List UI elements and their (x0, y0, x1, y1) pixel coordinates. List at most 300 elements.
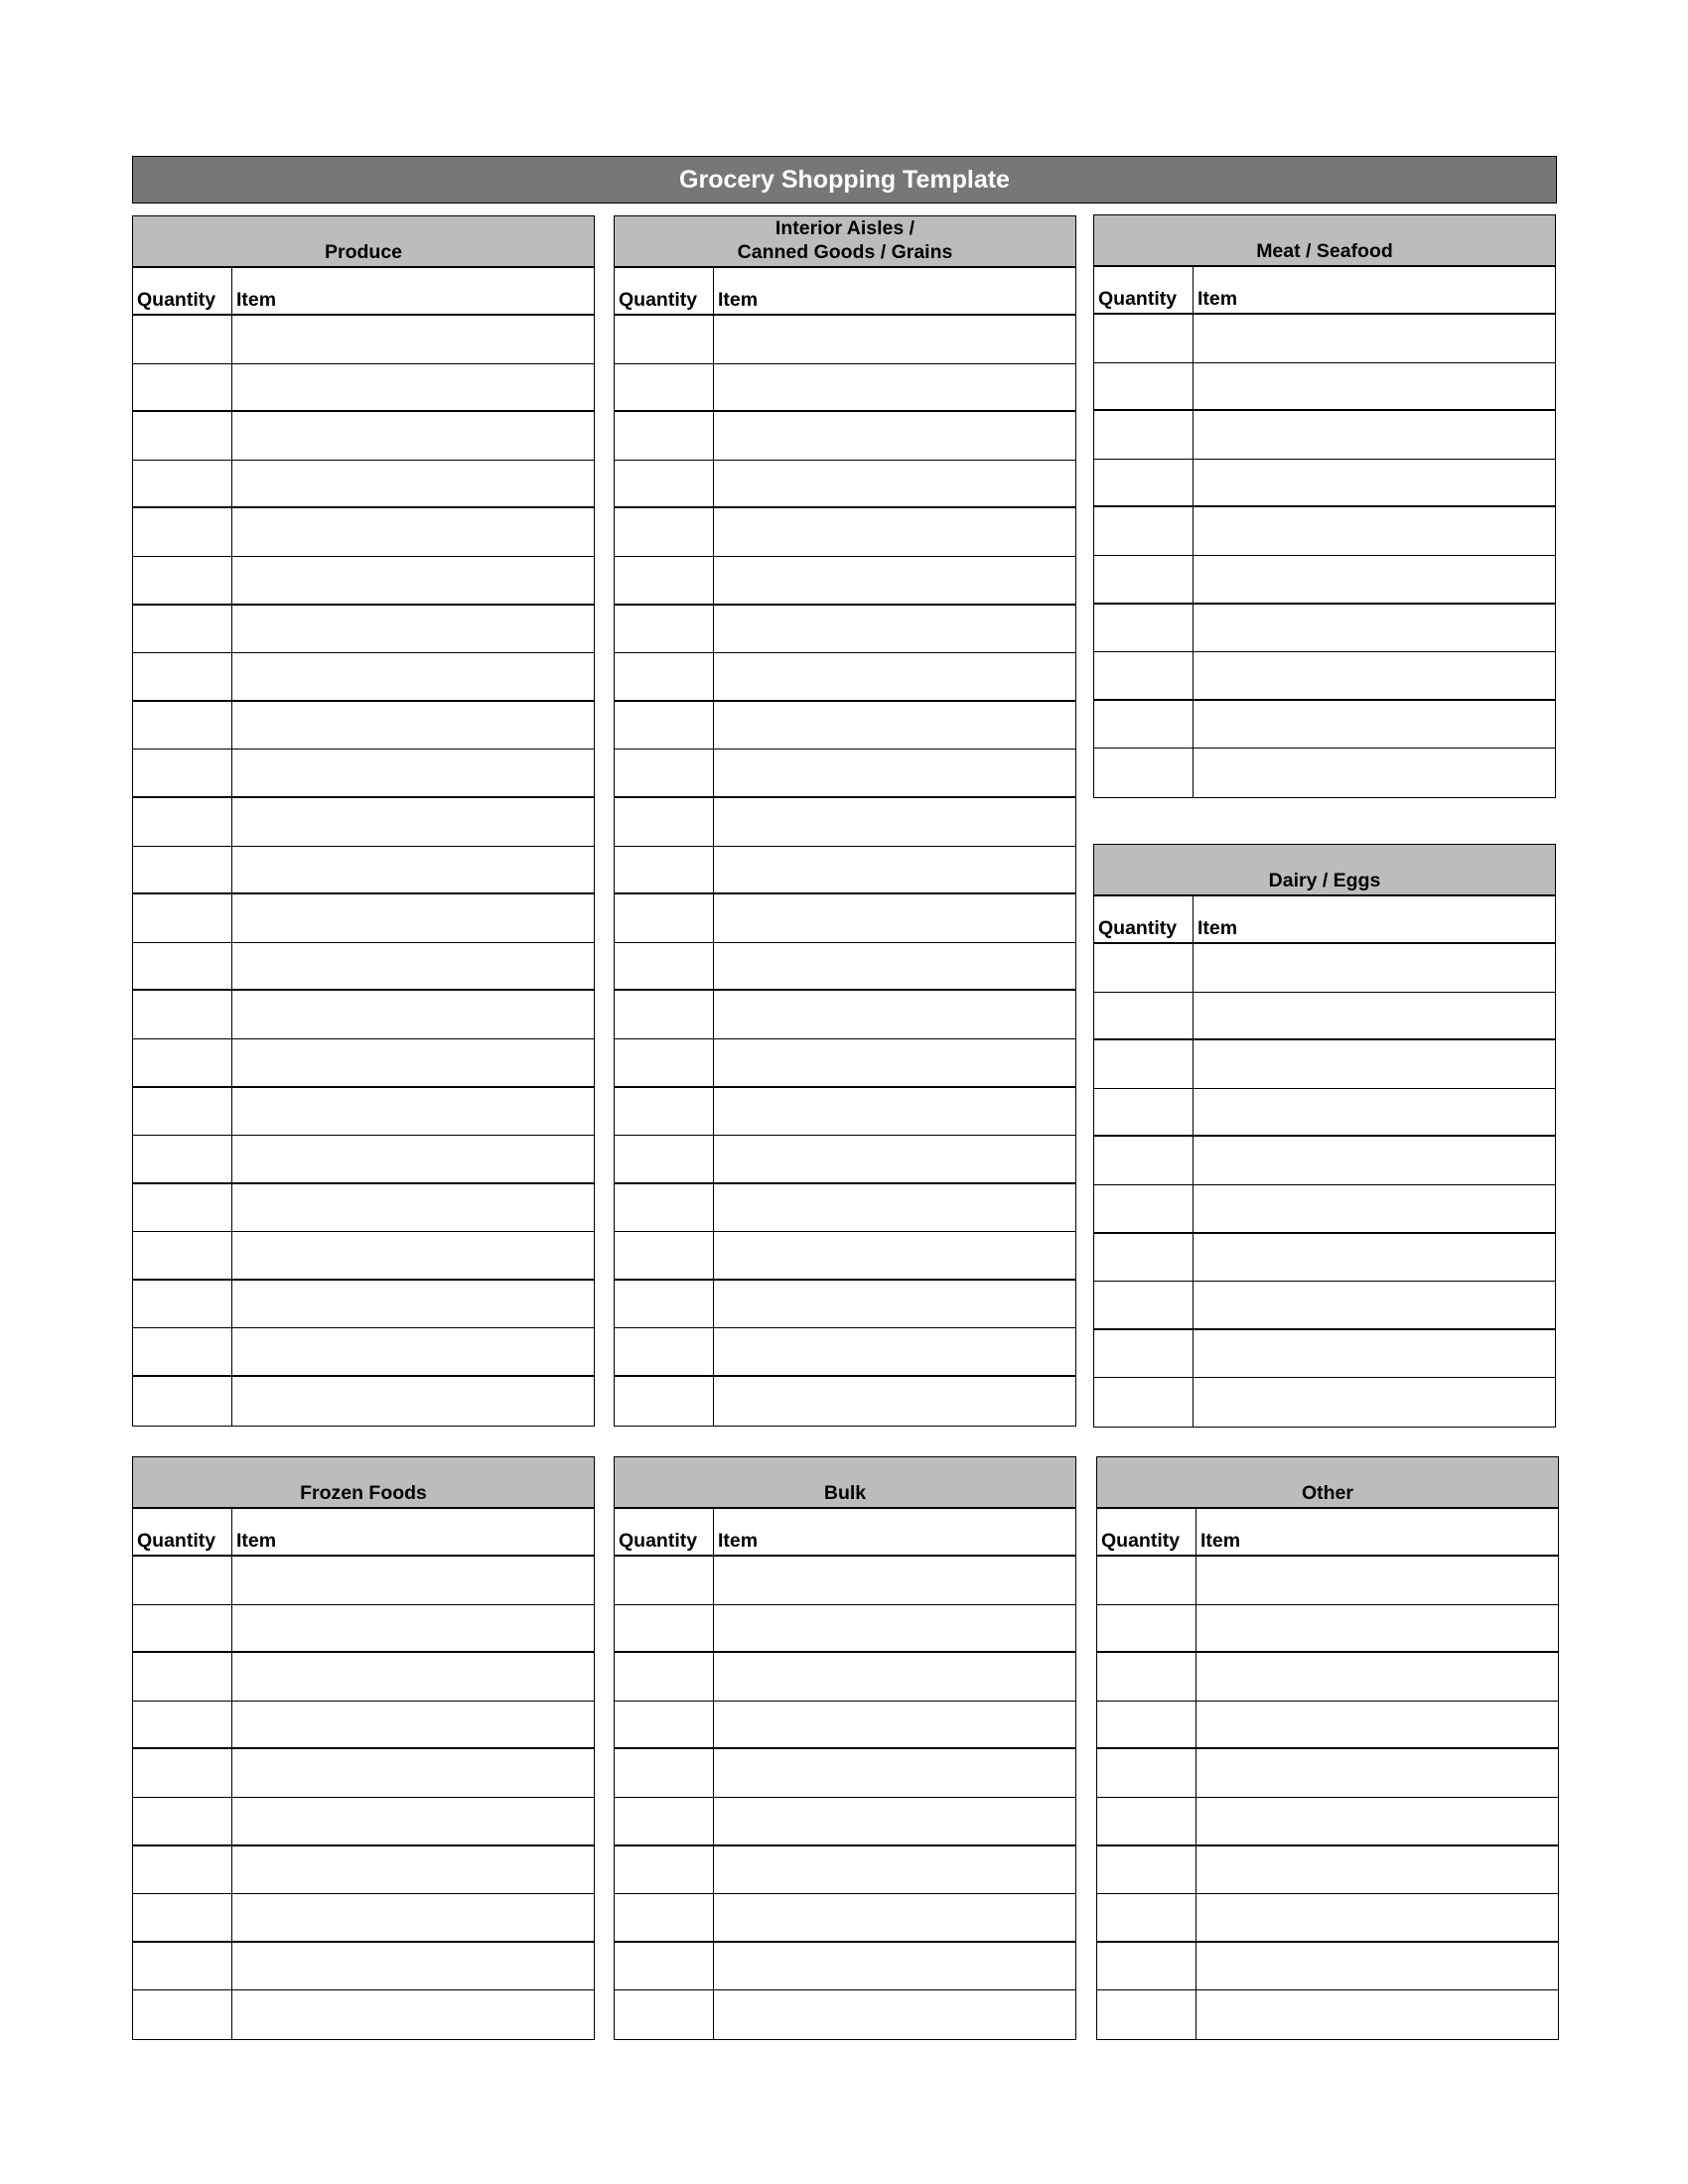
item-cell[interactable] (714, 1798, 1075, 1844)
item-cell[interactable] (1196, 1846, 1558, 1894)
table-row (1094, 363, 1555, 412)
section-title: Frozen Foods (133, 1457, 594, 1509)
item-header: Item (718, 1530, 759, 1552)
item-cell[interactable] (714, 702, 1075, 750)
quantity-cell[interactable] (615, 557, 714, 604)
item-cell[interactable] (232, 1232, 594, 1279)
item-cell[interactable] (1196, 1557, 1558, 1604)
section-interior-aisles (614, 215, 1076, 1427)
quantity-cell[interactable] (133, 798, 232, 846)
item-cell[interactable] (232, 1605, 594, 1652)
table-row (133, 1943, 594, 1991)
item-cell[interactable] (232, 1943, 594, 1990)
table-row (1094, 749, 1555, 797)
quantity-cell[interactable] (615, 1136, 714, 1182)
table-row (133, 1605, 594, 1654)
table-row (1094, 507, 1555, 556)
quantity-cell[interactable] (133, 1377, 232, 1426)
quantity-cell[interactable] (133, 750, 232, 796)
column-headers (615, 268, 1075, 316)
table-row (133, 847, 594, 895)
item-cell[interactable] (232, 1281, 594, 1328)
quantity-cell[interactable] (615, 1039, 714, 1086)
table-row (133, 1281, 594, 1329)
item-cell[interactable] (714, 1328, 1075, 1375)
item-cell[interactable] (714, 364, 1075, 411)
item-cell[interactable] (714, 1749, 1075, 1797)
quantity-cell[interactable] (615, 1749, 714, 1797)
table-row (1094, 411, 1555, 460)
table-row (615, 316, 1075, 364)
item-cell[interactable] (714, 606, 1075, 653)
item-cell[interactable] (1194, 1282, 1555, 1328)
table-row (1094, 1137, 1555, 1185)
table-row (1097, 1605, 1558, 1654)
table-row (615, 1184, 1075, 1233)
table-row (1094, 1089, 1555, 1138)
item-cell[interactable] (232, 1039, 594, 1086)
item-cell[interactable] (232, 1377, 594, 1426)
quantity-cell[interactable] (133, 1184, 232, 1232)
item-cell[interactable] (232, 1846, 594, 1894)
item-header: Item (718, 289, 759, 311)
table-row (615, 991, 1075, 1039)
quantity-cell[interactable] (615, 461, 714, 507)
quantity-cell[interactable] (133, 606, 232, 653)
quantity-cell[interactable] (133, 1943, 232, 1990)
table-row (1094, 993, 1555, 1041)
quantity-cell[interactable] (615, 316, 714, 363)
item-header: Item (236, 289, 277, 311)
table-row (133, 364, 594, 413)
quantity-cell[interactable] (133, 847, 232, 893)
table-row (615, 557, 1075, 606)
quantity-cell[interactable] (615, 847, 714, 893)
section-title: Dairy / Eggs (1094, 845, 1555, 896)
quantity-cell[interactable] (615, 1605, 714, 1652)
section-other (1096, 1456, 1559, 2040)
section-meat-seafood (1093, 214, 1556, 798)
table-row (615, 508, 1075, 557)
table-row (133, 508, 594, 557)
item-cell[interactable] (232, 653, 594, 700)
item-cell[interactable] (1194, 507, 1555, 555)
item-cell[interactable] (232, 702, 594, 750)
item-header: Item (1197, 917, 1238, 939)
quantity-cell[interactable] (133, 508, 232, 556)
table-row (133, 894, 594, 943)
item-cell[interactable] (714, 1894, 1075, 1941)
table-row (615, 364, 1075, 413)
column-headers (1094, 896, 1555, 944)
item-cell[interactable] (714, 1039, 1075, 1086)
table-row (615, 461, 1075, 509)
quantity-header: Quantity (1094, 896, 1194, 942)
quantity-cell[interactable] (133, 1990, 232, 2039)
item-cell[interactable] (714, 1653, 1075, 1701)
table-row (1097, 1894, 1558, 1943)
item-cell[interactable] (714, 750, 1075, 796)
quantity-cell[interactable] (133, 894, 232, 942)
quantity-header: Quantity (615, 1509, 714, 1555)
table-row (615, 1136, 1075, 1184)
table-row (133, 1990, 594, 2039)
item-cell[interactable] (714, 653, 1075, 700)
table-row (615, 1328, 1075, 1377)
column-headers (133, 1509, 594, 1557)
table-row (133, 412, 594, 461)
quantity-cell[interactable] (133, 461, 232, 507)
item-cell[interactable] (1196, 1990, 1558, 2039)
quantity-cell[interactable] (615, 1088, 714, 1136)
item-cell[interactable] (1196, 1894, 1558, 1941)
quantity-cell[interactable] (1094, 993, 1194, 1039)
quantity-cell[interactable] (1097, 1943, 1196, 1990)
table-row (133, 1749, 594, 1798)
item-cell[interactable] (714, 894, 1075, 942)
quantity-header: Quantity (1097, 1509, 1196, 1555)
quantity-cell[interactable] (1094, 1378, 1194, 1427)
quantity-cell[interactable] (615, 1184, 714, 1232)
item-cell[interactable] (714, 1281, 1075, 1328)
quantity-cell[interactable] (615, 1943, 714, 1990)
quantity-cell[interactable] (1097, 1702, 1196, 1748)
item-cell[interactable] (232, 1557, 594, 1604)
table-row (133, 316, 594, 364)
rows (133, 1557, 594, 2039)
table-row (615, 1557, 1075, 1605)
table-row (133, 653, 594, 702)
quantity-cell[interactable] (1094, 507, 1194, 555)
item-cell[interactable] (1194, 1137, 1555, 1184)
quantity-cell[interactable] (1094, 1137, 1194, 1184)
quantity-cell[interactable] (615, 606, 714, 653)
quantity-cell[interactable] (133, 702, 232, 750)
quantity-cell[interactable] (1094, 1089, 1194, 1136)
table-row (1097, 1990, 1558, 2039)
rows (1094, 944, 1555, 1427)
item-cell[interactable] (1194, 315, 1555, 362)
table-row (133, 1377, 594, 1426)
quantity-cell[interactable] (133, 1605, 232, 1652)
quantity-cell[interactable] (615, 1798, 714, 1844)
item-cell[interactable] (714, 1136, 1075, 1182)
item-cell[interactable] (1196, 1653, 1558, 1701)
quantity-cell[interactable] (133, 1232, 232, 1279)
item-cell[interactable] (714, 1232, 1075, 1279)
quantity-cell[interactable] (133, 1894, 232, 1941)
quantity-cell[interactable] (615, 702, 714, 750)
item-cell[interactable] (714, 798, 1075, 846)
rows (615, 316, 1075, 1426)
item-cell[interactable] (1194, 1040, 1555, 1088)
item-cell[interactable] (1194, 1378, 1555, 1427)
table-row (133, 702, 594, 751)
item-cell[interactable] (232, 991, 594, 1038)
quantity-cell[interactable] (615, 750, 714, 796)
quantity-cell[interactable] (1094, 605, 1194, 652)
rows (1097, 1557, 1558, 2039)
quantity-cell[interactable] (1094, 460, 1194, 506)
quantity-cell[interactable] (133, 1088, 232, 1136)
item-cell[interactable] (232, 1990, 594, 2039)
quantity-cell[interactable] (615, 364, 714, 411)
quantity-cell[interactable] (133, 653, 232, 700)
quantity-cell[interactable] (1097, 1990, 1196, 2039)
item-cell[interactable] (232, 1184, 594, 1232)
quantity-cell[interactable] (615, 508, 714, 556)
column-headers (615, 1509, 1075, 1557)
item-cell[interactable] (232, 1702, 594, 1748)
table-row (133, 1328, 594, 1377)
item-cell[interactable] (1194, 1330, 1555, 1378)
quantity-cell[interactable] (133, 557, 232, 604)
table-row (615, 606, 1075, 654)
quantity-cell[interactable] (133, 364, 232, 411)
page-title: Grocery Shopping Template (132, 156, 1557, 204)
item-cell[interactable] (714, 847, 1075, 893)
item-cell[interactable] (232, 847, 594, 893)
item-cell[interactable] (714, 1557, 1075, 1604)
table-row (133, 461, 594, 509)
table-row (1094, 315, 1555, 363)
table-row (1094, 556, 1555, 605)
item-cell[interactable] (232, 943, 594, 990)
item-cell[interactable] (232, 1894, 594, 1941)
item-cell[interactable] (1194, 1089, 1555, 1136)
quantity-cell[interactable] (1094, 1040, 1194, 1088)
quantity-cell[interactable] (615, 412, 714, 460)
item-cell[interactable] (1194, 701, 1555, 749)
item-cell[interactable] (232, 1088, 594, 1136)
table-row (133, 991, 594, 1039)
item-cell[interactable] (232, 798, 594, 846)
quantity-cell[interactable] (1097, 1846, 1196, 1894)
item-cell[interactable] (1194, 652, 1555, 699)
quantity-cell[interactable] (1097, 1605, 1196, 1652)
item-cell[interactable] (714, 1605, 1075, 1652)
quantity-cell[interactable] (615, 1557, 714, 1604)
quantity-cell[interactable] (1094, 652, 1194, 699)
item-cell[interactable] (1194, 944, 1555, 992)
section-title: Interior Aisles / Canned Goods / Grains (615, 216, 1075, 268)
table-row (615, 1377, 1075, 1426)
table-row (1097, 1846, 1558, 1895)
item-cell[interactable] (714, 1990, 1075, 2039)
item-cell[interactable] (232, 1749, 594, 1797)
item-cell[interactable] (1194, 411, 1555, 459)
item-cell[interactable] (714, 1846, 1075, 1894)
quantity-cell[interactable] (615, 798, 714, 846)
item-cell[interactable] (1194, 1234, 1555, 1282)
item-cell[interactable] (232, 1136, 594, 1182)
quantity-cell[interactable] (615, 1846, 714, 1894)
quantity-cell[interactable] (1097, 1894, 1196, 1941)
item-header: Item (1200, 1530, 1241, 1552)
table-row (615, 943, 1075, 992)
quantity-cell[interactable] (615, 991, 714, 1038)
quantity-cell[interactable] (133, 412, 232, 460)
quantity-cell[interactable] (615, 1702, 714, 1748)
section-dairy-eggs (1093, 844, 1556, 1428)
section-title: Meat / Seafood (1094, 215, 1555, 267)
item-cell[interactable] (1194, 460, 1555, 506)
table-row (133, 1894, 594, 1943)
item-cell[interactable] (1196, 1605, 1558, 1652)
item-cell[interactable] (1196, 1798, 1558, 1844)
item-cell[interactable] (1194, 605, 1555, 652)
table-row (615, 1798, 1075, 1846)
table-row (615, 1039, 1075, 1088)
table-row (133, 1846, 594, 1895)
item-cell[interactable] (232, 1798, 594, 1844)
quantity-cell[interactable] (615, 1894, 714, 1941)
quantity-cell[interactable] (1094, 749, 1194, 797)
quantity-cell[interactable] (1094, 556, 1194, 603)
table-row (615, 1846, 1075, 1895)
item-cell[interactable] (714, 1943, 1075, 1990)
item-cell[interactable] (1194, 1185, 1555, 1232)
table-row (615, 1894, 1075, 1943)
table-row (133, 798, 594, 847)
quantity-cell[interactable] (1094, 363, 1194, 410)
item-cell[interactable] (714, 1377, 1075, 1426)
table-row (615, 894, 1075, 943)
quantity-cell[interactable] (133, 991, 232, 1038)
quantity-cell[interactable] (133, 1328, 232, 1375)
rows (1094, 315, 1555, 797)
table-row (615, 1281, 1075, 1329)
table-row (133, 1088, 594, 1137)
item-cell[interactable] (232, 1328, 594, 1375)
item-cell[interactable] (714, 316, 1075, 363)
table-row (1094, 1185, 1555, 1234)
quantity-cell[interactable] (615, 653, 714, 700)
item-cell[interactable] (232, 606, 594, 653)
quantity-cell[interactable] (1097, 1798, 1196, 1844)
quantity-cell[interactable] (615, 1653, 714, 1701)
item-cell[interactable] (1194, 363, 1555, 410)
rows (133, 316, 594, 1426)
table-row (133, 1184, 594, 1233)
quantity-cell[interactable] (1094, 1330, 1194, 1378)
quantity-cell[interactable] (1094, 315, 1194, 362)
item-cell[interactable] (714, 508, 1075, 556)
item-cell[interactable] (714, 461, 1075, 507)
section-frozen-foods (132, 1456, 595, 2040)
table-row (1094, 460, 1555, 508)
rows (615, 1557, 1075, 2039)
quantity-cell[interactable] (133, 316, 232, 363)
table-row (133, 1702, 594, 1750)
quantity-cell[interactable] (1094, 411, 1194, 459)
item-cell[interactable] (232, 894, 594, 942)
quantity-header: Quantity (615, 268, 714, 314)
table-row (615, 1653, 1075, 1702)
quantity-cell[interactable] (133, 1702, 232, 1748)
quantity-cell[interactable] (615, 1281, 714, 1328)
item-cell[interactable] (1194, 556, 1555, 603)
item-cell[interactable] (232, 461, 594, 507)
item-cell[interactable] (1196, 1943, 1558, 1990)
item-cell[interactable] (232, 508, 594, 556)
quantity-cell[interactable] (133, 1749, 232, 1797)
item-cell[interactable] (1194, 993, 1555, 1039)
quantity-cell[interactable] (1097, 1557, 1196, 1604)
table-row (133, 606, 594, 654)
quantity-cell[interactable] (615, 1377, 714, 1426)
table-row (1097, 1798, 1558, 1846)
item-cell[interactable] (714, 1184, 1075, 1232)
quantity-cell[interactable] (133, 1136, 232, 1182)
table-row (1094, 1330, 1555, 1379)
table-row (1094, 652, 1555, 701)
item-cell[interactable] (1196, 1702, 1558, 1748)
quantity-cell[interactable] (1094, 1282, 1194, 1328)
quantity-cell[interactable] (1094, 1234, 1194, 1282)
item-cell[interactable] (714, 991, 1075, 1038)
quantity-cell[interactable] (133, 1281, 232, 1328)
column-headers (133, 268, 594, 316)
item-cell[interactable] (232, 316, 594, 363)
quantity-cell[interactable] (1094, 1185, 1194, 1232)
quantity-cell[interactable] (1097, 1653, 1196, 1701)
item-cell[interactable] (714, 557, 1075, 604)
quantity-cell[interactable] (615, 894, 714, 942)
quantity-cell[interactable] (615, 1990, 714, 2039)
quantity-header: Quantity (133, 268, 232, 314)
quantity-cell[interactable] (133, 943, 232, 990)
item-cell[interactable] (714, 1702, 1075, 1748)
section-title: Bulk (615, 1457, 1075, 1509)
table-row (1097, 1749, 1558, 1798)
quantity-cell[interactable] (615, 943, 714, 990)
item-cell[interactable] (232, 750, 594, 796)
table-row (615, 1749, 1075, 1798)
item-cell[interactable] (714, 412, 1075, 460)
quantity-cell[interactable] (615, 1232, 714, 1279)
quantity-cell[interactable] (133, 1846, 232, 1894)
table-row (1097, 1943, 1558, 1991)
quantity-cell[interactable] (1094, 701, 1194, 749)
table-row (133, 1232, 594, 1281)
quantity-cell[interactable] (133, 1557, 232, 1604)
table-row (1097, 1653, 1558, 1702)
column-headers (1097, 1509, 1558, 1557)
quantity-cell[interactable] (133, 1798, 232, 1844)
quantity-cell[interactable] (133, 1039, 232, 1086)
item-cell[interactable] (1194, 749, 1555, 797)
quantity-cell[interactable] (133, 1653, 232, 1701)
table-row (615, 798, 1075, 847)
table-row (1094, 1378, 1555, 1427)
table-row (1094, 701, 1555, 750)
section-title: Other (1097, 1457, 1558, 1509)
item-cell[interactable] (1196, 1749, 1558, 1797)
item-cell[interactable] (232, 1653, 594, 1701)
item-cell[interactable] (232, 364, 594, 411)
table-row (1094, 1282, 1555, 1330)
item-cell[interactable] (232, 557, 594, 604)
table-row (615, 653, 1075, 702)
table-row (133, 1136, 594, 1184)
quantity-cell[interactable] (1097, 1749, 1196, 1797)
quantity-cell[interactable] (615, 1328, 714, 1375)
item-cell[interactable] (232, 412, 594, 460)
item-cell[interactable] (714, 1088, 1075, 1136)
item-cell[interactable] (714, 943, 1075, 990)
quantity-cell[interactable] (1094, 944, 1194, 992)
